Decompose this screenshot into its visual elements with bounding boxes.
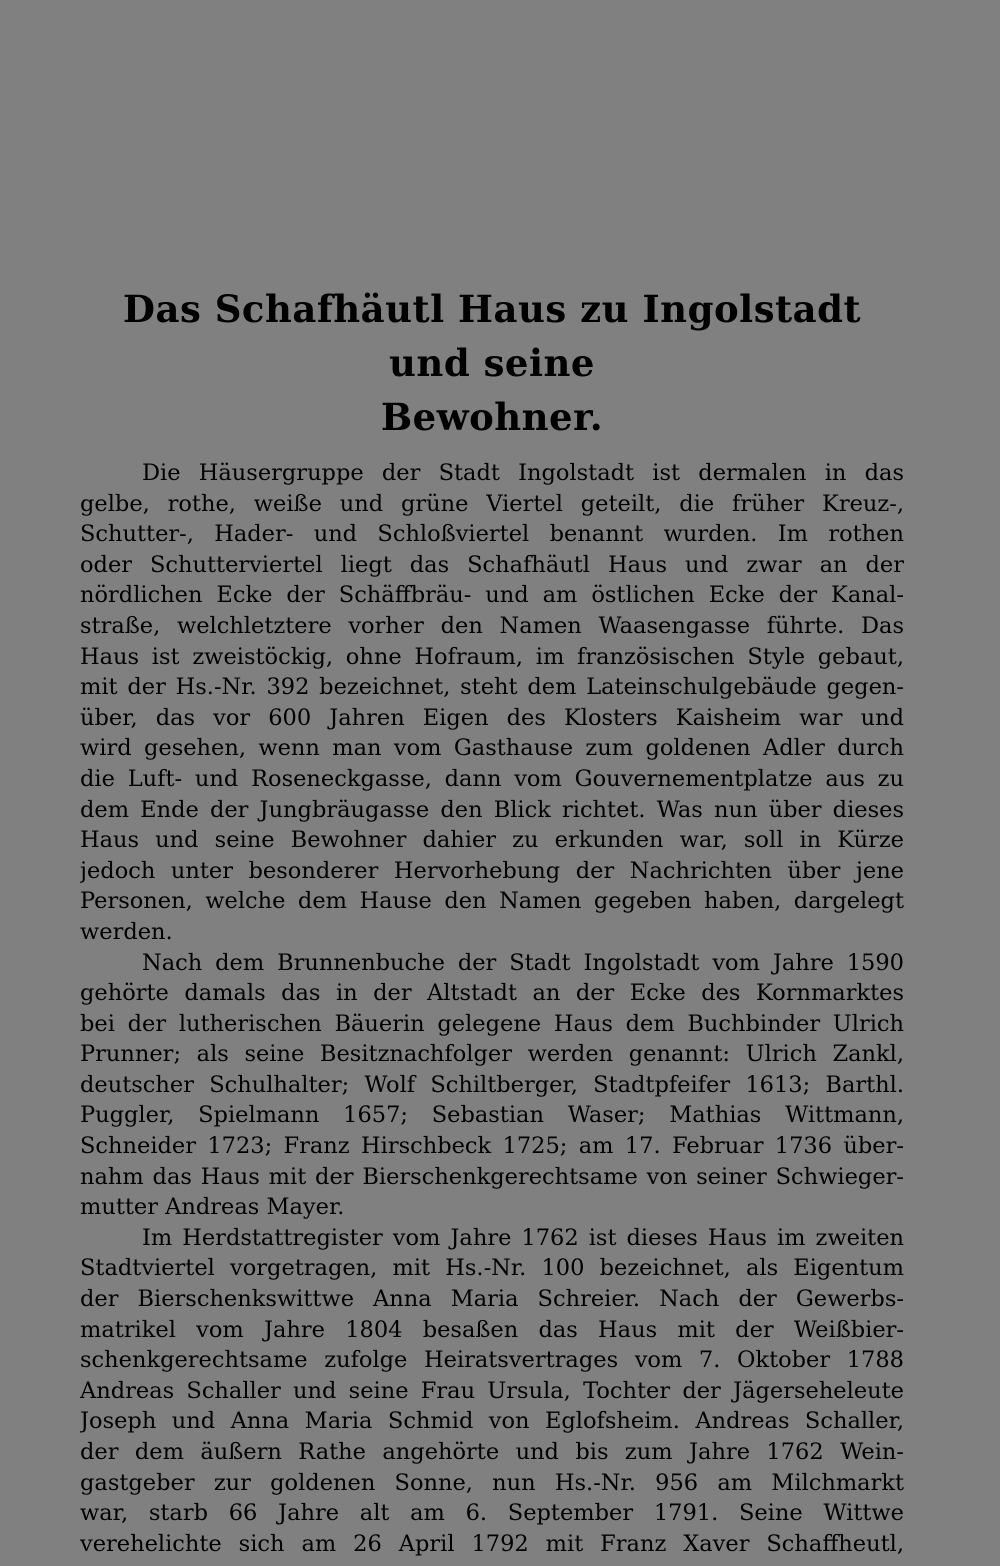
text-line: Haus ist zweistöckig, ohne Hofraum, im französischen Style gebaut, (80, 643, 904, 670)
title-line-2: Bewohner. (380, 395, 604, 439)
text-line: nahm das Haus mit der Bierschenkgerechtsame von seiner Schwieger- (80, 1163, 904, 1190)
page-title (80, 282, 904, 444)
text-line: Personen, welche dem Hause den Namen gegeben haben, dargelegt (80, 888, 904, 915)
text-line: bei der lutherischen Bäuerin gelegene Haus dem Buchbinder Ulrich (80, 1010, 904, 1037)
text-line: deutscher Schulhalter; Wolf Schiltberger, Stadtpfeifer 1613; Barthl. (80, 1071, 904, 1098)
text-line: dem Ende der Jungbräugasse den Blick richtet. Was nun über dieses (80, 796, 904, 823)
text-line: Stadtviertel vorgetragen, mit Hs.-Nr. 100 bezeichnet, als Eigentum (80, 1255, 904, 1282)
title-line-1: Das Schafhäutl Haus zu Ingolstadt und seine (122, 287, 862, 385)
text-line: der Bierschenkswittwe Anna Maria Schreier. Nach der Gewerbs- (80, 1286, 904, 1313)
text-line: Nach dem Brunnenbuche der Stadt Ingolstadt vom Jahre 1590 (142, 949, 904, 976)
text-line: Puggler, Spielmann 1657; Sebastian Waser; Mathias Wittmann, (80, 1102, 904, 1129)
text-line: werden. (80, 918, 173, 945)
text-line: über, das vor 600 Jahren Eigen des Klosters Kaisheim war und (80, 704, 904, 731)
text-line: Schutter-, Hader- und Schloßviertel benannt wurden. Im rothen (80, 521, 904, 548)
text-line: die Luft- und Roseneckgasse, dann vom Gouvernementplatze aus zu (80, 765, 904, 792)
text-line: jedoch unter besonderer Hervorhebung der Nachrichten über jene (80, 857, 904, 884)
text-line: straße, welchletztere vorher den Namen Waasengasse führte. Das (80, 612, 904, 639)
text-line: der dem äußern Rathe angehörte und bis zum Jahre 1762 Wein- (80, 1439, 904, 1465)
text-line: mutter Andreas Mayer. (80, 1194, 345, 1221)
paragraph (80, 1223, 904, 1560)
text-line: Prunner; als seine Besitznachfolger werden genannt: Ulrich Zankl, (80, 1041, 904, 1068)
text-line: verehelichte sich am 26 April 1792 mit Franz Xaver Schaffheutl, (80, 1530, 904, 1557)
text-line: Die Häusergruppe der Stadt Ingolstadt ist dermalen in das (142, 460, 904, 486)
paragraph (80, 948, 904, 1223)
text-line: nördlichen Ecke der Schäffbräu- und am östlichen Ecke der Kanal- (80, 582, 904, 609)
text-line: war, starb 66 Jahre alt am 6. September 1791. Seine Wittwe (80, 1500, 904, 1527)
text-line: Joseph und Anna Maria Schmid von Eglofsheim. Andreas Schaller, (80, 1408, 904, 1435)
document-page (80, 282, 904, 1559)
text-line: gelbe, rothe, weiße und grüne Viertel geteilt, die früher Kreuz-, (80, 490, 904, 517)
text-line: Schneider 1723; Franz Hirschbeck 1725; am 17. Februar 1736 über- (80, 1133, 904, 1160)
text-line: mit der Hs.-Nr. 392 bezeichnet, steht dem Lateinschulgebäude gegen- (80, 674, 904, 701)
text-line: matrikel vom Jahre 1804 besaßen das Haus mit der Weißbier- (80, 1316, 904, 1343)
text-line: schenkgerechtsame zufolge Heiratsvertrages vom 7. Oktober 1788 (80, 1347, 904, 1374)
text-line: Andreas Schaller und seine Frau Ursula, Tochter der Jägerseheleute (80, 1377, 904, 1404)
text-line: gehörte damals das in der Altstadt an der Ecke des Kornmarktes (80, 980, 904, 1007)
text-line: Haus und seine Bewohner dahier zu erkunden war, soll in Kürze (80, 827, 904, 854)
text-line: gastgeber zur goldenen Sonne, nun Hs.-Nr. 956 am Milchmarkt (80, 1469, 904, 1496)
text-line: Im Herdstattregister vom Jahre 1762 ist dieses Haus im zweiten (142, 1224, 904, 1251)
text-line: oder Schutterviertel liegt das Schafhäutl Haus und zwar an der (80, 551, 904, 578)
text-line: wird gesehen, wenn man vom Gasthause zum goldenen Adler durch (80, 735, 904, 762)
paragraph (80, 458, 904, 948)
body-text (80, 458, 904, 1559)
